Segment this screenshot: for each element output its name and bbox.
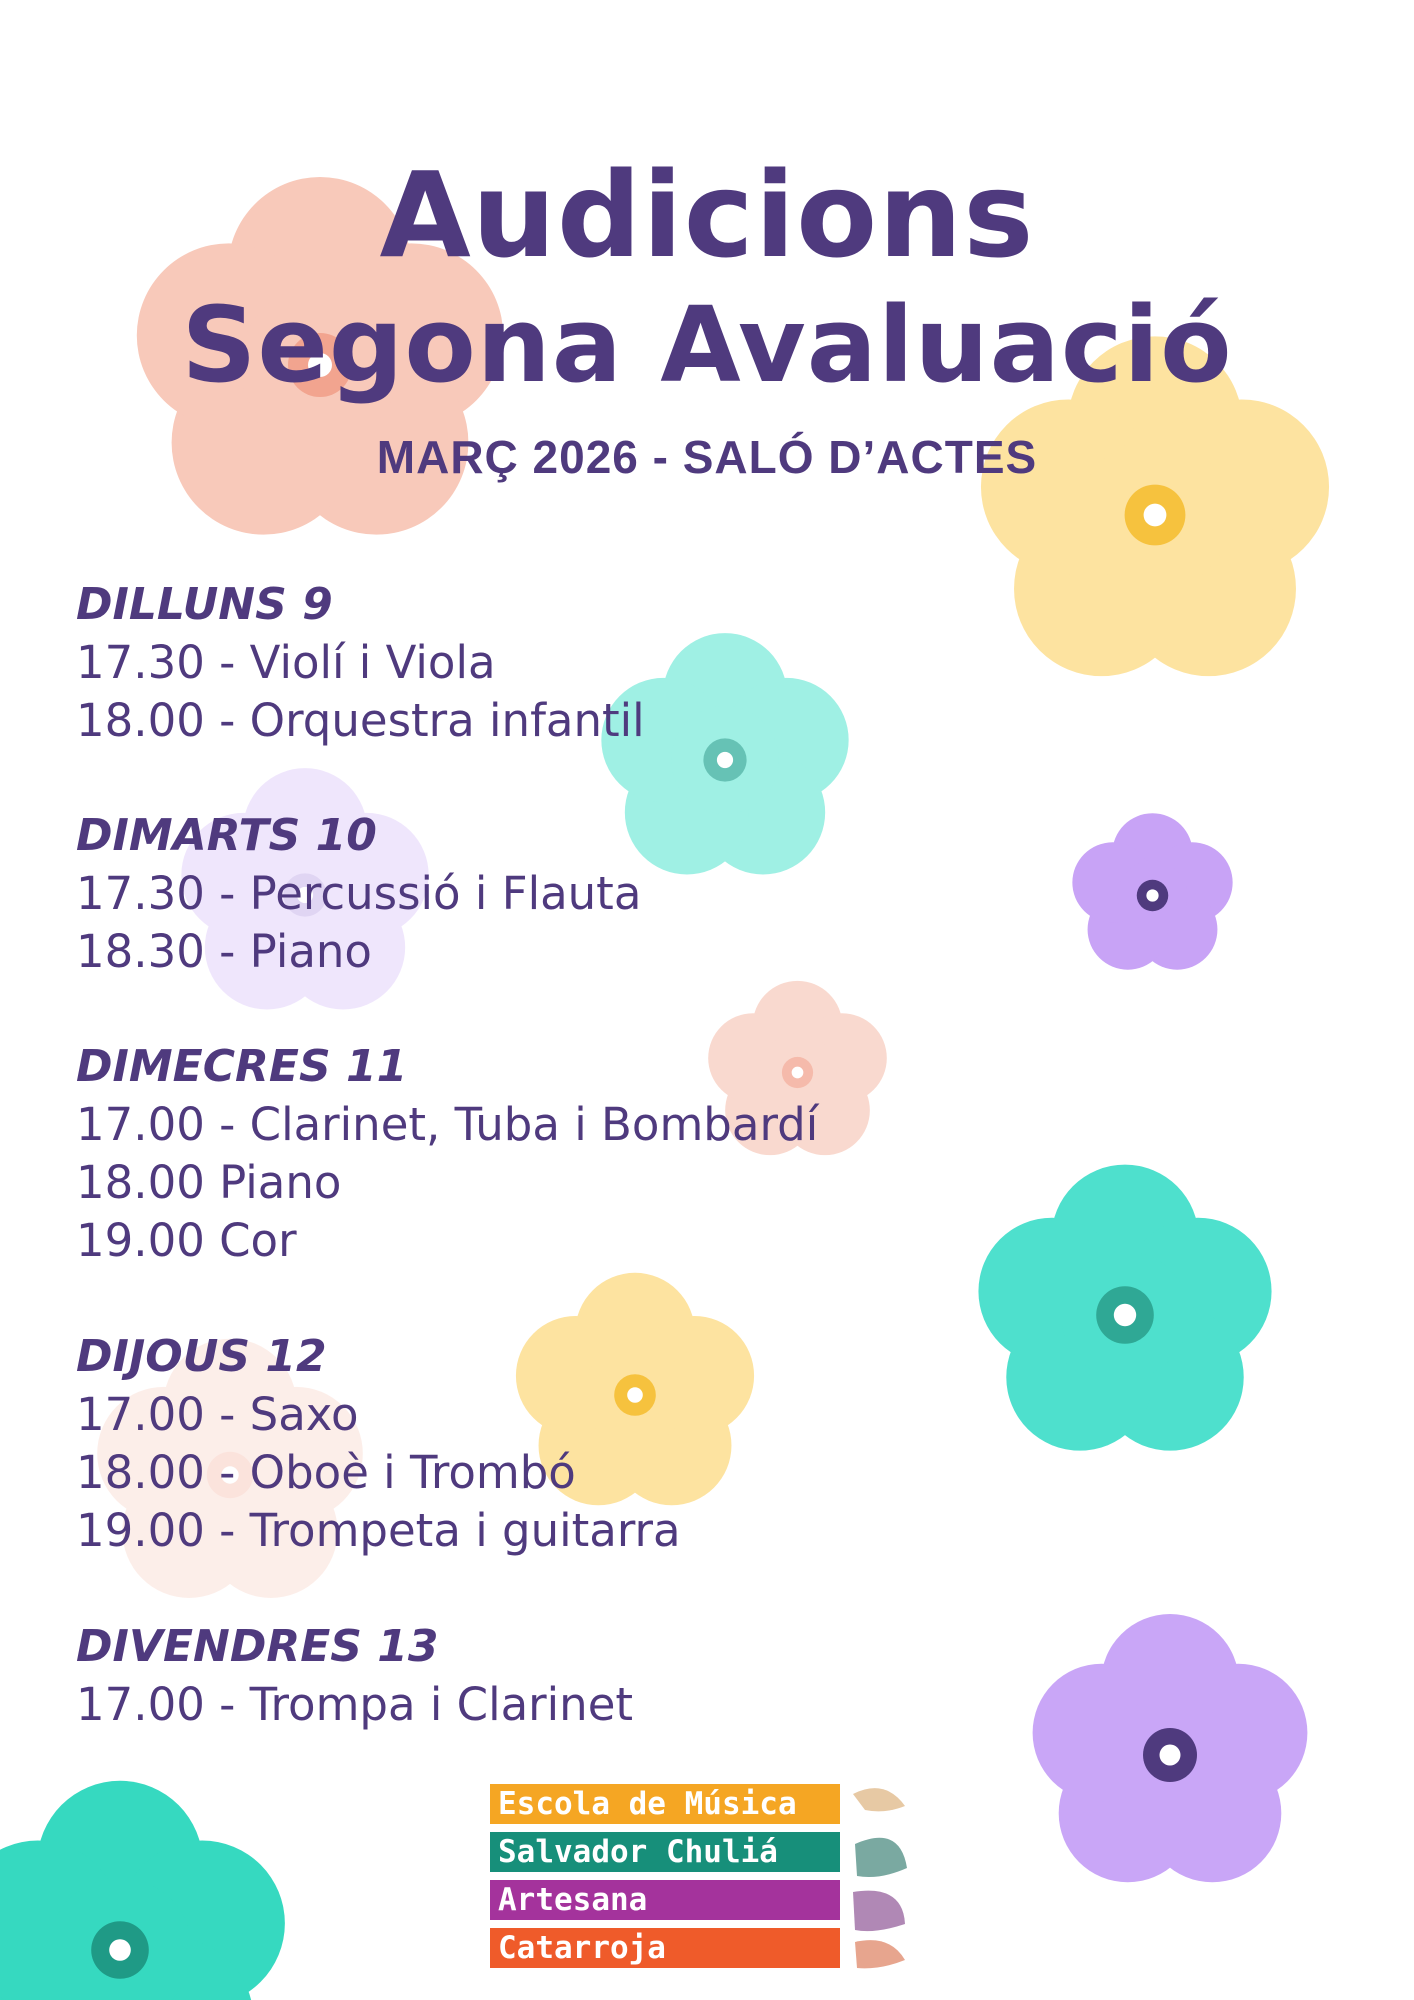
schedule-item: 17.00 - Trompa i Clarinet xyxy=(76,1678,634,1731)
schedule-item: 17.30 - Violí i Viola xyxy=(76,636,496,689)
day-block-thursday xyxy=(76,1328,681,1560)
schedule-item: 18.30 - Piano xyxy=(76,925,372,978)
logo-line: Salvador Chuliá xyxy=(490,1832,840,1872)
schedule-item: 18.00 - Oboè i Trombó xyxy=(76,1446,576,1499)
big-teal-flower-icon xyxy=(965,1155,1285,1475)
day-heading: DIMECRES 11 xyxy=(76,1041,408,1092)
schedule-item: 18.00 Piano xyxy=(76,1156,342,1209)
schedule-item: 18.00 - Orquestra infantil xyxy=(76,694,645,747)
title-line-1: Audicions xyxy=(379,146,1035,284)
schedule-item: 17.30 - Percussió i Flauta xyxy=(76,867,642,920)
day-block-tuesday xyxy=(76,807,641,981)
corner-teal-flower-icon xyxy=(0,1770,300,2000)
title-line-2: Segona Avaluació xyxy=(181,284,1233,406)
day-block-monday xyxy=(76,576,645,750)
schedule-item: 19.00 Cor xyxy=(76,1214,297,1267)
day-heading: DIJOUS 12 xyxy=(76,1331,327,1382)
logo-line: Artesana xyxy=(490,1880,840,1920)
small-lilac-flower-icon xyxy=(1065,808,1240,983)
day-heading: DIVENDRES 13 xyxy=(76,1621,439,1672)
subtitle: MARÇ 2026 - SALÓ D’ACTES xyxy=(376,431,1038,483)
schedule-item: 17.00 - Saxo xyxy=(76,1388,359,1441)
logo-emblem-icon xyxy=(845,1784,915,1970)
day-heading: DIMARTS 10 xyxy=(76,810,377,861)
lilac-flower-large-icon xyxy=(1020,1605,1320,1905)
schedule-item: 17.00 - Clarinet, Tuba i Bombardí xyxy=(76,1098,819,1151)
day-block-friday xyxy=(76,1618,633,1734)
day-heading: DILLUNS 9 xyxy=(76,579,333,630)
day-block-wednesday xyxy=(76,1038,818,1270)
logo-line: Escola de Música xyxy=(490,1784,840,1824)
schedule-item: 19.00 - Trompeta i guitarra xyxy=(76,1504,681,1557)
logo-line: Catarroja xyxy=(490,1928,840,1968)
